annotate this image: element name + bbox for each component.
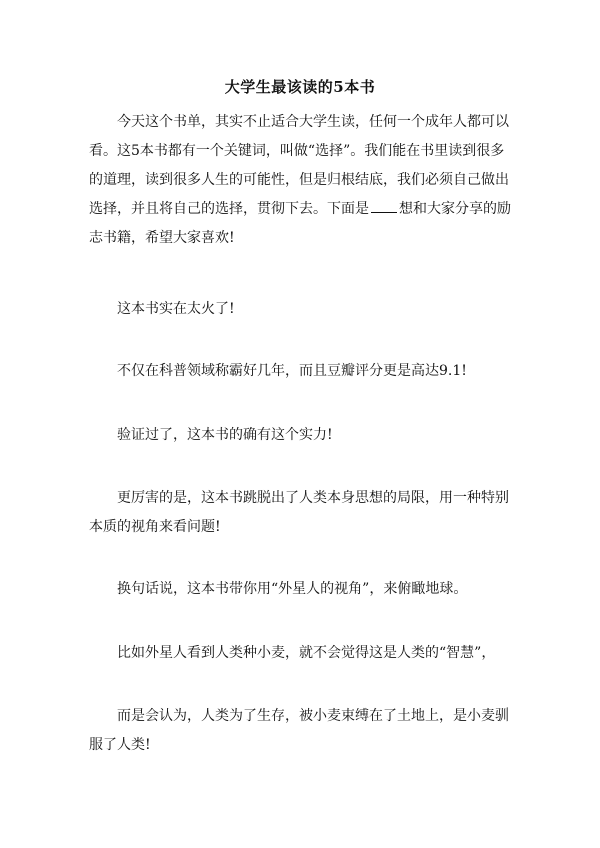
paragraph-5: 换句话说，这本书带你用“外星人的视角”，来俯瞰地球。 [117, 581, 468, 597]
paragraph-4: 更厉害的是，这本书跳脱出了人类本身思想的局限，用一种特别本质的视角来看问题! [89, 490, 509, 535]
intro-tail-text: 想和大家分享的励志书籍，希望大家喜欢! [89, 201, 511, 246]
paragraph-3: 验证过了，这本书的确有这个实力! [117, 427, 333, 443]
intro-paragraph [89, 108, 517, 253]
paragraph-2: 不仅在科普领域称霸好几年，而且豆瓣评分更是高达9.1! [117, 363, 467, 379]
intro-text: 今天这个书单，其实不止适合大学生读，任何一个成年人都可以看。这5本书都有一个关键词，叫做“选择”。我们能在书里读到很多的道理，读到很多人生的可能性，但是归根结底，我们必须自己做出选择，并且将自己的选择，贯彻下去。下面是 [89, 114, 509, 217]
document-title: 大学生最该读的5本书 [224, 78, 376, 96]
paragraph-1: 这本书实在太火了! [117, 301, 235, 317]
paragraph-7: 而是会认为，人类为了生存，被小麦束缚在了土地上，是小麦驯服了人类! [89, 708, 509, 753]
blank-underline [371, 200, 397, 213]
paragraph-6: 比如外星人看到人类种小麦，就不会觉得这是人类的“智慧”， [117, 645, 496, 661]
